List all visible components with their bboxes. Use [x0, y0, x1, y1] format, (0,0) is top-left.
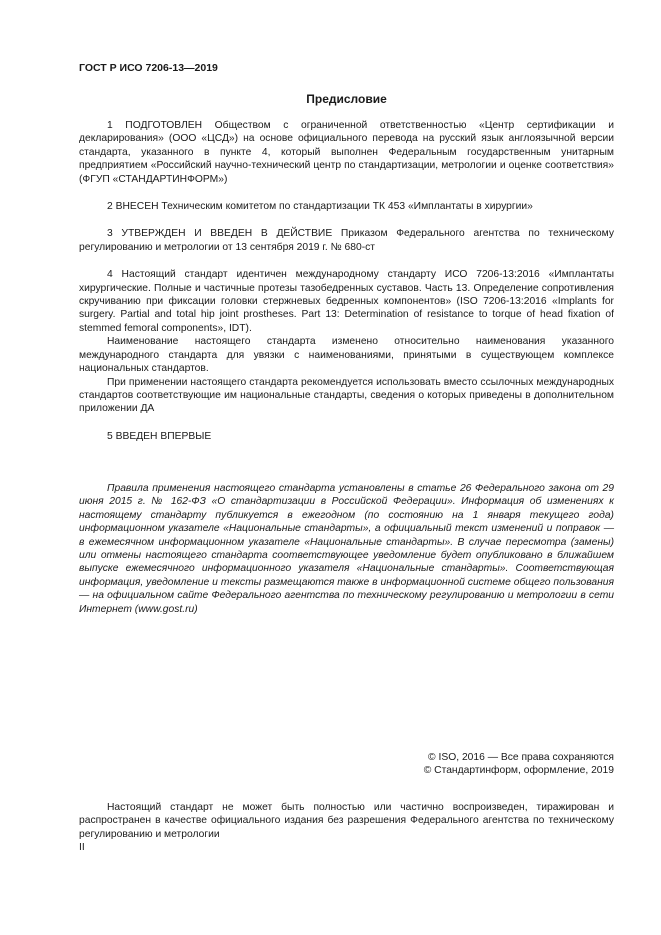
section-4-reference-note: При применении настоящего стандарта рекомендуется использовать вместо ссылочных международных стандартов соответствующие им национальные стандарты, сведения о которых приведены в дополнительном приложении ДА [79, 376, 614, 415]
section-3: 3 УТВЕРЖДЕН И ВВЕДЕН В ДЕЙСТВИЕ Приказом Федерального агентства по техническому регулированию и метрологии от 13 сентября 2019 г. № 680-ст [79, 228, 614, 253]
section-2: 2 ВНЕСЕН Техническим комитетом по стандартизации ТК 453 «Имплантаты в хирургии» [107, 201, 533, 213]
notice-text: Правила применения настоящего стандарта установлены в статье 26 Федерального закона от 29 июня 2015 г. № 162-ФЗ «О стандартизации в Российской Федерации». Информация об изменениях к настоящему стандарту публикуется в ежегодном (по состоянию на 1 января текущего года) информационном указателе «Национальные стандарты», а официальный текст изменений и поправок — в ежемесячном информационном указателе «Национальные стандарты». В случае пересмотра (замены) или отмены настоящего стандарта соответствующее уведомление будет опубликовано в ближайшем выпуске ежемесячного информационного указателя «Национальные стандарты». Соответствующая информация, уведомление и тексты размещаются также в информационной системе общего пользования — на официальном сайте Федерального агентства по техническому регулированию и метрологии в сети Интернет (www.gost.ru) [79, 483, 614, 615]
page-number: II [79, 842, 85, 853]
section-1: 1 ПОДГОТОВЛЕН Обществом с ограниченной ответственностью «Центр сертификации и декларирования» (ООО «ЦСД») на основе официального перевода на русский язык англоязычной версии стандарта, указанного в пункте 4, который выполнен Федеральным государственным унитарным предприятием «Российский научно-технический центр по стандартизации, метрологии и оценке соответствия» (ФГУП «СТАНДАРТИНФОРМ») [79, 120, 614, 185]
application-rules-notice [79, 482, 614, 616]
reproduction-text: Настоящий стандарт не может быть полностью или частично воспроизведен, тиражирован и распространен в качестве официального издания без разрешения Федерального агентства по техническому регулированию и метрологии [79, 802, 614, 840]
standard-code: ГОСТ Р ИСО 7206-13—2019 [79, 62, 218, 74]
copyright-iso: © ISO, 2016 — Все права сохраняются [428, 752, 614, 763]
copyright-standartinform: © Стандартинформ, оформление, 2019 [423, 765, 614, 777]
section-4: 4 Настоящий стандарт идентичен международному стандарту ИСО 7206-13:2016 «Имплантаты хирургические. Полные и частичные протезы тазобедренных суставов. Часть 13. Определение сопротивления скручиванию при фиксации головки стержневых бедренных компонентов» (ISO 7206-13:2016 «Implants for surgery. Partial and total hip joint prostheses. Part 13: Determination of resistance to torque of head fixation of stemmed femoral components», IDT). [79, 269, 614, 334]
foreword-body [79, 119, 614, 443]
section-5: 5 ВВЕДЕН ВПЕРВЫЕ [107, 430, 212, 442]
reproduction-notice [79, 801, 614, 841]
page-title: Предисловие [306, 92, 387, 106]
copyright-block [79, 751, 614, 778]
section-4-name-note: Наименование настоящего стандарта изменено относительно наименования указанного международного стандарта для увязки с наименованиями, принятыми в существующем комплексе национальных стандартов. [79, 336, 614, 375]
